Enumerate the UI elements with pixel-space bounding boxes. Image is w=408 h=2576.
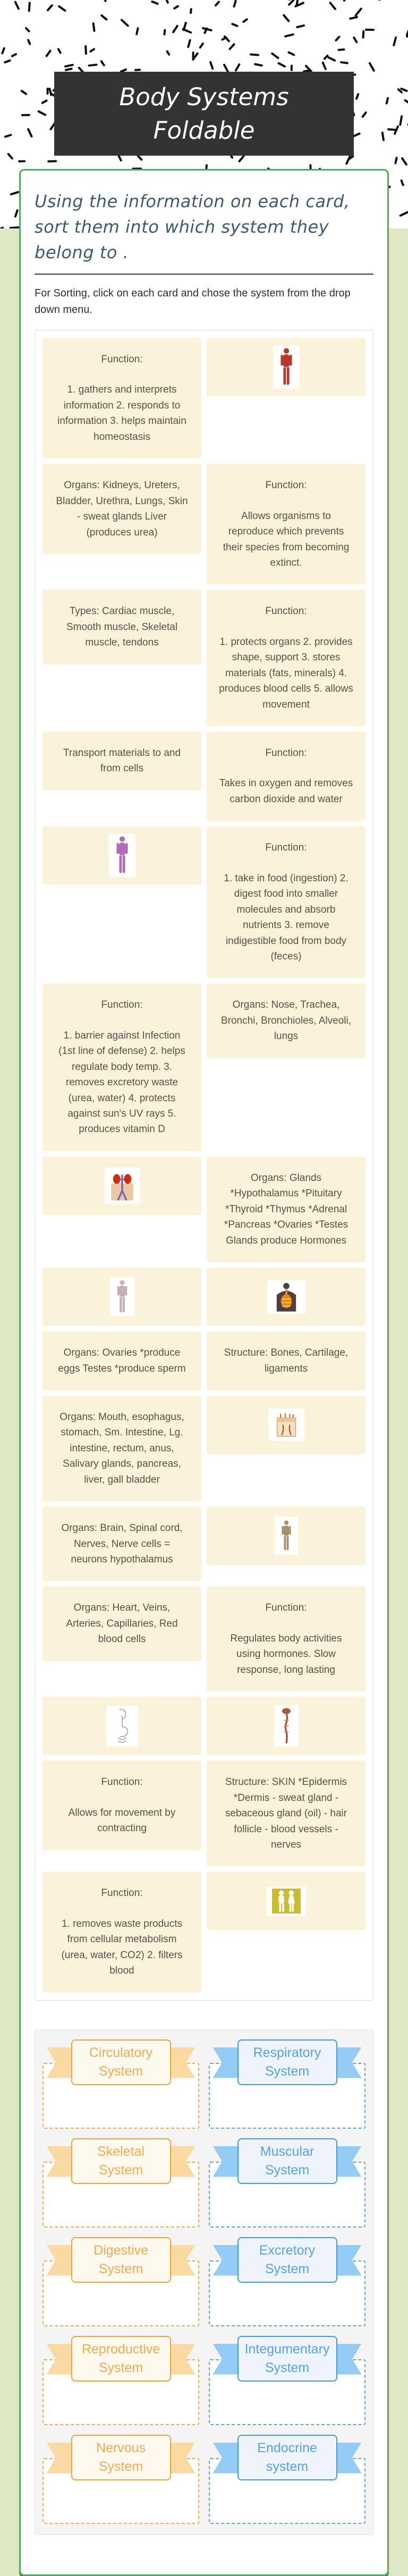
- male-female-figures-icon: [267, 1886, 306, 1916]
- banner-box: [237, 2336, 337, 2382]
- card-body: Allows for movement by contracting: [68, 1807, 176, 1834]
- spinal-cord-icon: [274, 1705, 299, 1747]
- instruction-text: Using the information on each card, sort them into which system they belong to .: [35, 191, 350, 262]
- card-body: Organs: Heart, Veins, Arteries, Capillaries, Red blood cells: [66, 1602, 178, 1645]
- sorting-board: [35, 2029, 373, 2535]
- banner-box: [237, 2237, 337, 2283]
- banner-label: Reproductive System: [81, 2341, 160, 2375]
- sorting-note: For Sorting, click on each card and chose the system from the drop down menu.: [35, 287, 351, 316]
- card-title: Function:: [101, 999, 143, 1011]
- banner-box: [237, 2138, 337, 2184]
- card-body: Takes in oxygen and removes carbon dioxide and water: [219, 778, 353, 805]
- sorting-cell-integumentary-system: [208, 2335, 367, 2427]
- sorting-cell-excretory-system: [208, 2236, 367, 2328]
- info-card[interactable]: [42, 1872, 201, 1992]
- title-box: [54, 72, 354, 156]
- card-title: Function:: [265, 480, 307, 491]
- info-card[interactable]: [207, 1331, 366, 1390]
- card-body: Transport materials to and from cells: [63, 747, 181, 775]
- circulatory-figure-icon: [109, 834, 135, 877]
- banner-box: [71, 2237, 171, 2283]
- banner-box: [237, 2039, 337, 2085]
- system-banner-muscular-system: [237, 2138, 337, 2184]
- card-title: Function:: [101, 354, 143, 365]
- sorting-cell-endocrine-system: [208, 2434, 367, 2526]
- banner-label: Skeletal System: [97, 2144, 144, 2178]
- image-card[interactable]: [42, 1697, 201, 1755]
- card-title: Function:: [265, 747, 307, 759]
- card-body: 1. barrier against Infection (1st line of defense) 2. helps regulate body temp. 3. removes excretory waste (urea, water) 4. protects against sun's UV rays 5. produces vitamin D: [58, 1030, 185, 1135]
- page-title: Body Systems Foldable: [119, 83, 289, 144]
- sorting-cell-skeletal-system: [41, 2137, 200, 2230]
- banner-label: Integumentary System: [244, 2341, 330, 2375]
- system-banner-nervous-system: [71, 2435, 171, 2480]
- divider-line: [35, 274, 373, 275]
- system-banner-excretory-system: [237, 2237, 337, 2283]
- info-card[interactable]: [207, 464, 366, 584]
- body-figure-icon: [275, 1517, 298, 1555]
- info-card[interactable]: [42, 464, 201, 554]
- image-card[interactable]: [42, 826, 201, 885]
- card-title: Function:: [265, 1602, 307, 1614]
- card-body: Organs: Ovaries *produce eggs Testes *produce sperm: [58, 1347, 186, 1374]
- card-title: Function:: [265, 606, 307, 617]
- info-card[interactable]: [207, 983, 366, 1058]
- banner-label: Nervous System: [96, 2440, 146, 2474]
- banner-label: Muscular System: [260, 2144, 314, 2178]
- system-banner-circulatory-system: [71, 2039, 171, 2085]
- image-card[interactable]: [42, 1268, 201, 1326]
- bottom-spacer: [35, 2535, 373, 2556]
- card-body: 1. protects organs 2. provides shape, support 3. stores materials (fats, minerals) 4. produces blood cells 5. allows movement: [219, 636, 353, 710]
- info-card[interactable]: [207, 1157, 366, 1262]
- info-card[interactable]: [42, 1331, 201, 1390]
- system-banner-reproductive-system: [71, 2336, 171, 2382]
- system-banner-integumentary-system: [237, 2336, 337, 2382]
- skin-cross-section-icon: [268, 1409, 304, 1441]
- sorting-cell-nervous-system: [41, 2434, 200, 2526]
- info-card[interactable]: [42, 983, 201, 1151]
- info-card[interactable]: [42, 732, 201, 790]
- system-banner-endocrine-system: [237, 2435, 337, 2480]
- info-card[interactable]: [42, 590, 201, 664]
- card-body: Organs: Mouth, esophagus, stomach, Sm. Intestine, Lg. intestine, rectum, anus, Salivary glands, pancreas, liver, gall bladder: [60, 1411, 184, 1485]
- banner-box: [71, 2138, 171, 2184]
- card-title: Function:: [101, 1888, 143, 1899]
- card-body: Organs: Brain, Spinal cord, Nerves, Nerve cells = neurons hypothalamus: [61, 1523, 183, 1565]
- banner-label: Respiratory System: [253, 2045, 321, 2079]
- info-card[interactable]: [42, 1396, 201, 1501]
- sorting-cell-reproductive-system: [41, 2335, 200, 2427]
- sorting-cell-digestive-system: [41, 2236, 200, 2328]
- sorting-cell-muscular-system: [208, 2137, 367, 2230]
- muscular-figure-icon: [273, 345, 300, 389]
- info-card[interactable]: [207, 1761, 366, 1866]
- kidneys-icon: [105, 1168, 140, 1204]
- card-body: Organs: Kidneys, Ureters, Bladder, Urethra, Lungs, Skin - sweat glands Liver (produces urea): [56, 480, 188, 538]
- cards-grid: [42, 338, 366, 1993]
- card-body: 1. take in food (ingestion) 2. digest food into smaller molecules and absorb nutrients 3. remove indigestible food from body (feces): [224, 872, 348, 962]
- image-card[interactable]: [207, 1507, 366, 1565]
- banner-box: [237, 2435, 337, 2480]
- banner-box: [71, 2336, 171, 2382]
- info-card[interactable]: [207, 590, 366, 726]
- image-card[interactable]: [207, 338, 366, 396]
- banner-label: Circulatory System: [89, 2045, 153, 2079]
- main-panel: [19, 169, 389, 2576]
- card-body: 1. gathers and interprets information 2. responds to information 3. helps maintain homeostasis: [57, 384, 186, 443]
- info-card[interactable]: [42, 1507, 201, 1581]
- card-body: Structure: Bones, Cartilage, ligaments: [224, 1347, 348, 1374]
- digestive-torso-icon: [267, 1280, 305, 1314]
- info-card[interactable]: [42, 338, 201, 458]
- banner-label: Excretory System: [259, 2242, 316, 2276]
- system-banner-respiratory-system: [237, 2039, 337, 2085]
- card-body: Structure: SKIN *Epidermis *Dermis - sweat gland - sebaceous gland (oil) - hair follicle - blood vessels - nerves: [225, 1776, 347, 1850]
- sorting-cell-circulatory-system: [41, 2038, 200, 2131]
- banner-label: Digestive System: [94, 2242, 148, 2276]
- sorting-cell-respiratory-system: [208, 2038, 367, 2131]
- banner-box: [71, 2039, 171, 2085]
- image-card[interactable]: [42, 1157, 201, 1215]
- card-body: 1. removes waste products from cellular metabolism (urea, water, CO2) 2. filters blood: [61, 1918, 183, 1977]
- info-card[interactable]: [207, 1586, 366, 1691]
- card-title: Function:: [101, 1776, 143, 1788]
- digestive-tract-icon: [106, 1706, 138, 1746]
- banner-box: [71, 2435, 171, 2480]
- card-body: Regulates body activities using hormones. Slow response, long lasting: [230, 1633, 342, 1676]
- info-card[interactable]: [207, 826, 366, 978]
- card-title: Function:: [265, 842, 307, 854]
- image-card[interactable]: [207, 1268, 366, 1326]
- card-body: Organs: Glands *Hypothalamus *Pituitary *Thyroid *Thymus *Adrenal *Pancreas *Ovaries *Testes Glands produce Hormones: [224, 1172, 348, 1246]
- system-banner-digestive-system: [71, 2237, 171, 2283]
- organs-figure-icon: [110, 1277, 134, 1316]
- card-body: Organs: Nose, Trachea, Bronchi, Bronchioles, Alveoli, lungs: [220, 999, 351, 1042]
- system-banner-skeletal-system: [71, 2138, 171, 2184]
- cards-container: [35, 330, 373, 2001]
- info-card[interactable]: [42, 1586, 201, 1661]
- card-body: Types: Cardiac muscle, Smooth muscle, Skeletal muscle, tendons: [66, 606, 178, 649]
- image-card[interactable]: [207, 1872, 366, 1930]
- banner-label: Endocrine system: [257, 2440, 317, 2474]
- card-body: Allows organisms to reproduce which prevents their species from becoming extinct.: [223, 510, 350, 568]
- image-card[interactable]: [207, 1396, 366, 1454]
- info-card[interactable]: [42, 1761, 201, 1850]
- image-card[interactable]: [207, 1697, 366, 1755]
- info-card[interactable]: [207, 732, 366, 821]
